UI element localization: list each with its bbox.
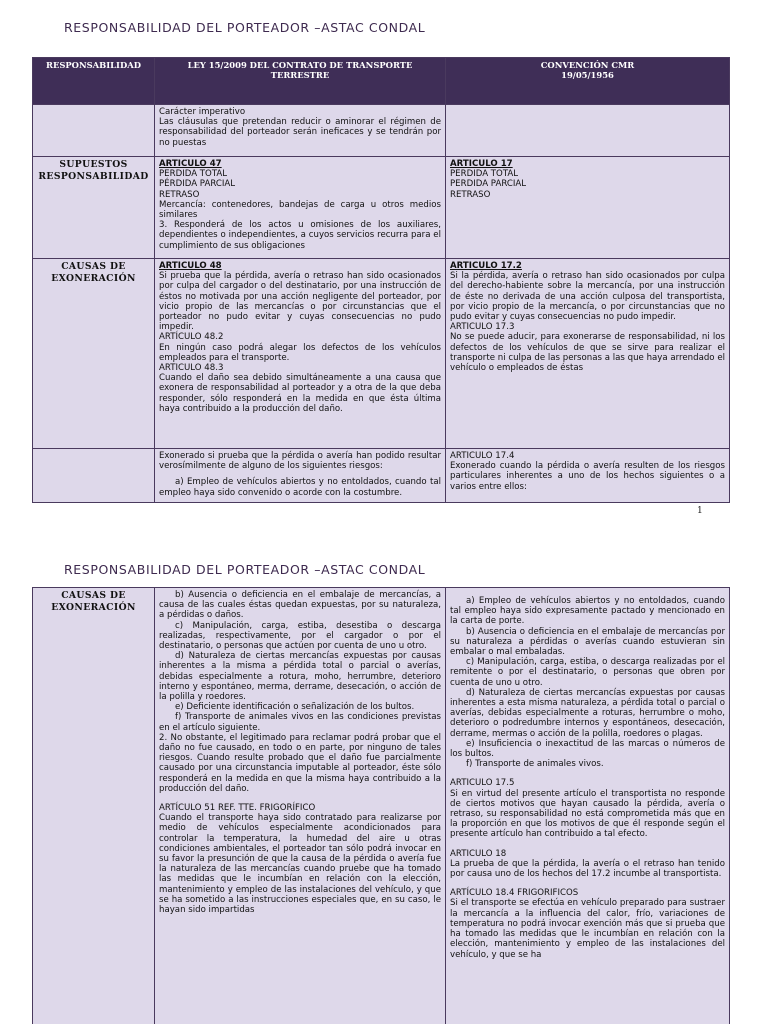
header-ley: LEY 15/2009 DEL CONTRATO DE TRANSPORTE TERRESTRE	[155, 58, 446, 105]
ley-text: Si prueba que la pérdida, avería o retraso han sido ocasionados por culpa del cargador o del destinatario, por una instrucción de éstos no motivada por una acción negligente del porteador, por vicio propio de las mercancías o por circunstancias que el porteador no pudo evitar y cuyas consecuencias no pudo impedir.	[159, 271, 441, 333]
cmr-text: PERDIDA TOTAL	[450, 169, 519, 180]
table-header-row	[33, 58, 730, 105]
ley-list-item: b) Ausencia o deficiencia en el embalaje de mercancías, a causa de las cuales éstas quedan expuestas, por su naturaleza, a pérdidas o daños.	[159, 590, 441, 621]
ley-text: ARTÍCULO 48.2	[159, 332, 224, 343]
ley-text: Cuando el transporte haya sido contratado para realizarse por medio de vehículos especialmente acondicionados para controlar la temperatura, la humedad del aire u otras condiciones ambientales, el porteador tan sólo podrá invocar en su favor la presunción de que la causa de la pérdida o avería fue la naturaleza de las mercancías cuando pruebe que ha tomado las medidas que le incumbían en relación con la elección, mantenimiento y empleo de las instalaciones del vehículo, y que se ha sometido a las instrucciones especiales que, en su caso, le hayan sido impartidas	[159, 813, 441, 916]
page-header-title: RESPONSABILIDAD DEL PORTEADOR –ASTAC CONDAL	[64, 20, 426, 35]
article-title: ARTÍCULO 18.4 FRIGORIFICOS	[450, 888, 579, 899]
table-row	[33, 157, 730, 259]
cmr-text: Si el transporte se efectúa en vehículo preparado para sustraer la mercancía a la influencia del calor, frío, variaciones de temperatura no podrá invocar exención más que si prueba que ha tomado las medidas que le incumbían en relación con la elección, mantenimiento y empleo de las instalaciones del vehículo, y que se ha	[450, 898, 725, 960]
ley-text: 3. Responderá de los actos u omisiones de los auxiliares, dependientes o independientes, a cuyos servicios recurra para el cumplimiento de sus obligaciones	[159, 220, 441, 251]
page-number: 1	[697, 506, 703, 516]
article-title: ARTICULO 17.5	[450, 778, 515, 789]
page-header-title: RESPONSABILIDAD DEL PORTEADOR –ASTAC CONDAL	[64, 562, 426, 577]
ley-text: Las cláusulas que pretendan reducir o aminorar el régimen de responsabilidad del porteador serán ineficaces y se tendrán por no puestas	[159, 117, 441, 148]
header-cmr-title: CONVENCIÓN CMR	[540, 60, 635, 70]
cmr-text: No se puede aducir, para exonerarse de responsabilidad, ni los defectos de los vehículos de que se sirve para realizar el transporte ni culpa de las personas a las que haya arrendado el vehículo o empleados de éstas	[450, 332, 725, 374]
ley-text: Exonerado si prueba que la pérdida o avería han podido resultar verosímilmente de alguno de los siguientes riesgos:	[159, 451, 441, 472]
table-row	[33, 105, 730, 157]
table-row	[33, 259, 730, 449]
ley-cell	[155, 157, 446, 259]
row-label	[33, 449, 155, 503]
ley-cell	[155, 259, 446, 449]
cmr-list-item: f) Transporte de animales vivos.	[466, 759, 604, 770]
ley-text: RETRASO	[159, 189, 200, 200]
ley-cell	[155, 588, 446, 1024]
article-title: ARTICULO 17.2	[450, 261, 522, 271]
cmr-text: Si la pérdida, avería o retraso han sido ocasionados por culpa del derecho-habiente sobre la mercancía, por una instrucción de éste no derivada de una acción culposa del transportista, por vicio propio de la mercancía, o por circunstancias que no pudo evitar y cuyas consecuencias no pudo impedir.	[450, 271, 725, 323]
ley-text: Carácter imperativo	[159, 107, 246, 117]
ley-text: ARTICULO 48.3	[159, 363, 224, 374]
row-label: CAUSAS DE EXONERACIÓN	[33, 259, 155, 449]
ley-cell	[155, 105, 446, 157]
ley-list-item: d) Naturaleza de ciertas mercancías expuestas por causas inherentes a la misma a pérdida total o parcial o averías, debidas especialmente a rotura, moho, herrumbre, deterioro interno y espontáneo, merma, derrame, desecación, o acción de la polilla y roedores.	[159, 651, 441, 703]
cmr-list-item: d) Naturaleza de ciertas mercancías expuestas por causas inherentes a esta misma naturaleza, a pérdida total o parcial o averías, debidas especialmente a roturas, herrumbre o moho, deterioro o podredumbre internos y espontáneos, desecación, derrame, mermas o acción de la polilla, roedores o plagas.	[450, 687, 725, 739]
ley-text: Cuando el daño sea debido simultáneamente a una causa que exonera de responsabilidad al porteador y a otra de la que deba responder, sólo responderá en la medida en que ésta última haya contribuido a la producción del daño.	[159, 373, 441, 414]
cmr-text: La prueba de que la pérdida, la avería o el retraso han tenido por causa uno de los hechos del 17.2 incumbe al transportista.	[450, 858, 725, 880]
cmr-list-item: b) Ausencia o deficiencia en el embalaje de mercancías por su naturaleza a pérdidas o averías cuando estuvieran sin embalar o mal embaladas.	[450, 626, 725, 658]
article-title: ARTICULO 48	[159, 261, 222, 271]
cmr-cell	[446, 588, 730, 1024]
ley-list-item: f) Transporte de animales vivos en las condiciones previstas en el artículo siguiente.	[159, 712, 441, 733]
header-responsabilidad: RESPONSABILIDAD	[33, 58, 155, 105]
ley-list-item: e) Deficiente identificación o señalización de los bultos.	[175, 702, 415, 713]
header-cmr	[446, 58, 730, 105]
cmr-text: Si en virtud del presente artículo el transportista no responde de ciertos motivos que hayan causado la pérdida, avería o retraso, su responsabilidad no está comprometida más que en la proporción en que los motivos de que él responde según el presente artículo han contribuido a tal efecto.	[450, 788, 725, 840]
article-title: ARTÍCULO 51 REF. TTE. FRIGORÍFICO	[159, 803, 316, 814]
ley-text: PÉRDIDA PARCIAL	[159, 179, 236, 190]
ley-cell	[155, 449, 446, 503]
article-title: ARTICULO 47	[159, 159, 222, 169]
row-label	[33, 105, 155, 157]
cmr-cell	[446, 105, 730, 157]
cmr-list-item: e) Insuficiencia o inexactitud de las marcas o números de los bultos.	[450, 738, 725, 760]
responsibility-table	[32, 57, 730, 503]
ley-text: a) Empleo de vehículos abiertos y no entoldados, cuando tal empleo haya sido convenido o acorde con la costumbre.	[159, 477, 441, 498]
cmr-text: ARTICULO 17.4	[450, 451, 515, 461]
table-row	[33, 449, 730, 503]
ley-text: Mercancía: contenedores, bandejas de carga u otros medios similares	[159, 199, 441, 221]
cmr-text: ARTICULO 17.3	[450, 322, 515, 333]
header-cmr-date: 19/05/1956	[561, 70, 614, 80]
cmr-list-item: a) Empleo de vehículos abiertos y no entoldados, cuando tal empleo haya sido expresamente pactado y mencionado en la carta de porte.	[450, 596, 725, 627]
ley-list-item: c) Manipulación, carga, estiba, desestiba o descarga realizadas, respectivamente, por el cargador o por el destinatario, o personas que actúen por cuenta de uno u otro.	[159, 620, 441, 652]
article-title: ARTICULO 18	[450, 848, 507, 859]
ley-text: 2. No obstante, el legitimado para reclamar podrá probar que el daño no fue causado, en todo o en parte, por ninguno de tales riesgos. Cuando resulte probado que el daño fue parcialmente causado por una circunstancia imputable al porteador, éste sólo responderá en la medida en que la misma haya contribuido a la producción del daño.	[159, 732, 441, 794]
ley-text: En ningún caso podrá alegar los defectos de los vehículos empleados para el transporte.	[159, 342, 441, 363]
row-label: CAUSAS DE EXONERACIÓN	[33, 588, 155, 1024]
document-page-2	[0, 540, 768, 1024]
cmr-cell	[446, 259, 730, 449]
cmr-cell	[446, 449, 730, 503]
cmr-cell	[446, 157, 730, 259]
cmr-list-item: c) Manipulación, carga, estiba, o descarga realizadas por el remitente o por el destinatario, o personas que obren por cuenta de uno u otro.	[450, 657, 725, 688]
ley-text: PERDIDA TOTAL	[159, 169, 228, 180]
cmr-text: Exonerado cuando la pérdida o avería resulten de los riesgos particulares inherentes a uno de los hechos siguientes o a varios entre ellos:	[450, 461, 725, 492]
cmr-text: PERDIDA PARCIAL	[450, 179, 527, 190]
article-title: ARTICULO 17	[450, 159, 513, 169]
cmr-text: RETRASO	[450, 189, 491, 200]
row-label: SUPUESTOS RESPONSABILIDAD	[33, 157, 155, 259]
responsibility-table-continued	[32, 587, 730, 1024]
table-row	[33, 588, 730, 1024]
